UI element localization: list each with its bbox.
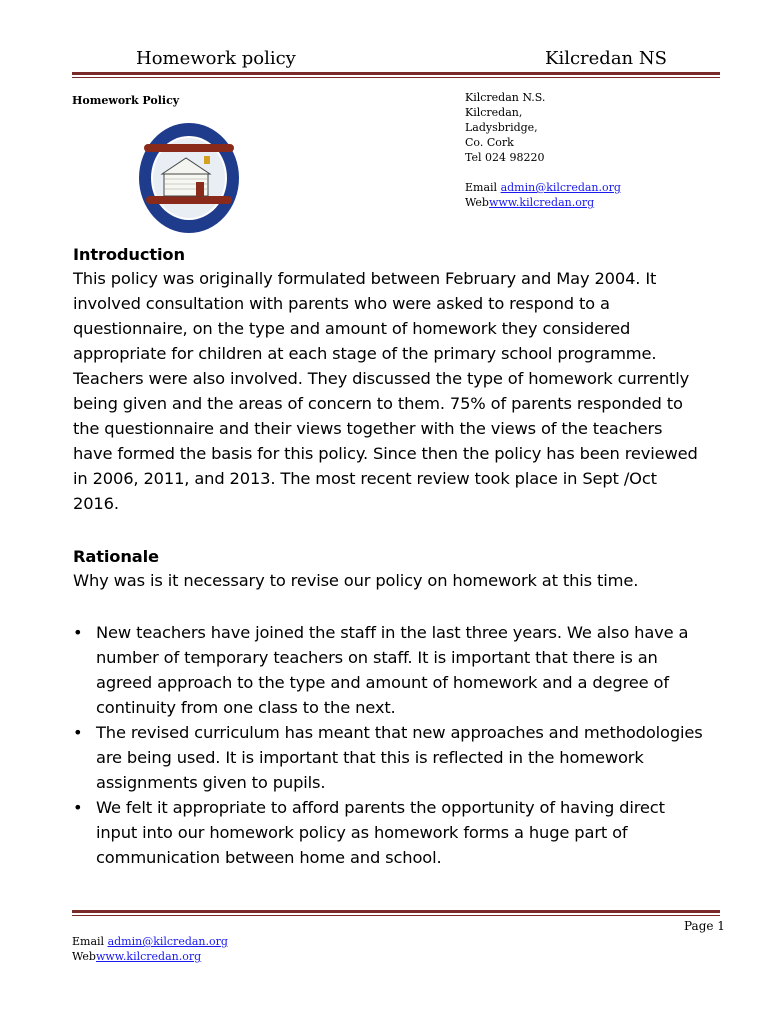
school-crest-logo	[138, 122, 240, 234]
header-school-name: Kilcredan NS	[545, 48, 667, 69]
paragraph-line: being given and the areas of concern to them. 75% of parents responded to	[73, 394, 683, 413]
page-number: Page 1	[684, 919, 725, 933]
paragraph-line: 2016.	[73, 494, 119, 513]
bullet-icon: •	[73, 798, 83, 817]
footer-contact	[72, 934, 228, 964]
address-phone: Tel 024 98220	[465, 151, 545, 164]
footer-email-link[interactable]: admin@kilcredan.org	[107, 935, 228, 948]
paragraph-line: in 2006, 2011, and 2013. The most recent review took place in Sept /Oct	[73, 469, 657, 488]
school-address	[465, 90, 621, 210]
paragraph-line: appropriate for children at each stage of the primary school programme.	[73, 344, 657, 363]
rationale-bullet-list	[73, 620, 723, 870]
paragraph-line: the questionnaire and their views together with the views of the teachers	[73, 419, 663, 438]
footer-rule	[72, 910, 720, 916]
paragraph-line: questionnaire, on the type and amount of homework they considered	[73, 319, 631, 338]
footer-email: Email admin@kilcredan.org	[72, 935, 228, 948]
bullet-icon: •	[73, 623, 83, 642]
address-line: Co. Cork	[465, 136, 514, 149]
web-link[interactable]: www.kilcredan.org	[488, 196, 595, 209]
email-link[interactable]: admin@kilcredan.org	[500, 181, 621, 194]
address-line: Kilcredan,	[465, 106, 523, 119]
footer-web-link[interactable]: www.kilcredan.org	[95, 950, 202, 963]
document-label: Homework Policy	[72, 94, 180, 107]
address-web: Webwww.kilcredan.org	[465, 196, 595, 209]
footer-web: Webwww.kilcredan.org	[72, 950, 202, 963]
bullet-icon: •	[73, 723, 83, 742]
address-line: Ladysbridge,	[465, 121, 538, 134]
list-item: • New teachers have joined the staff in the last three years. We also have a number of temporary teachers on staff. It is important that there is an agreed approach to the type and amount of homework and a degree of continuity from one class to the next.	[73, 620, 723, 720]
list-item: • The revised curriculum has meant that new approaches and methodologies are being used. It is important that this is reflected in the homework assignments given to pupils.	[73, 720, 723, 795]
paragraph-line: have formed the basis for this policy. Since then the policy has been reviewed	[73, 444, 698, 463]
header-title: Homework policy	[136, 48, 296, 69]
address-email: Email admin@kilcredan.org	[465, 181, 621, 194]
rationale-heading: Rationale	[73, 547, 159, 566]
header-rule	[72, 72, 720, 78]
introduction-heading: Introduction	[73, 245, 185, 264]
paragraph-line: Teachers were also involved. They discussed the type of homework currently	[73, 369, 690, 388]
address-line: Kilcredan N.S.	[465, 91, 546, 104]
introduction-paragraph	[73, 266, 723, 516]
paragraph-line: This policy was originally formulated between February and May 2004. It	[73, 269, 657, 288]
rationale-intro: Why was is it necessary to revise our policy on homework at this time.	[73, 571, 639, 590]
paragraph-line: involved consultation with parents who were asked to respond to a	[73, 294, 610, 313]
list-item: • We felt it appropriate to afford parents the opportunity of having direct input into our homework policy as homework forms a huge part of communication between home and school.	[73, 795, 723, 870]
